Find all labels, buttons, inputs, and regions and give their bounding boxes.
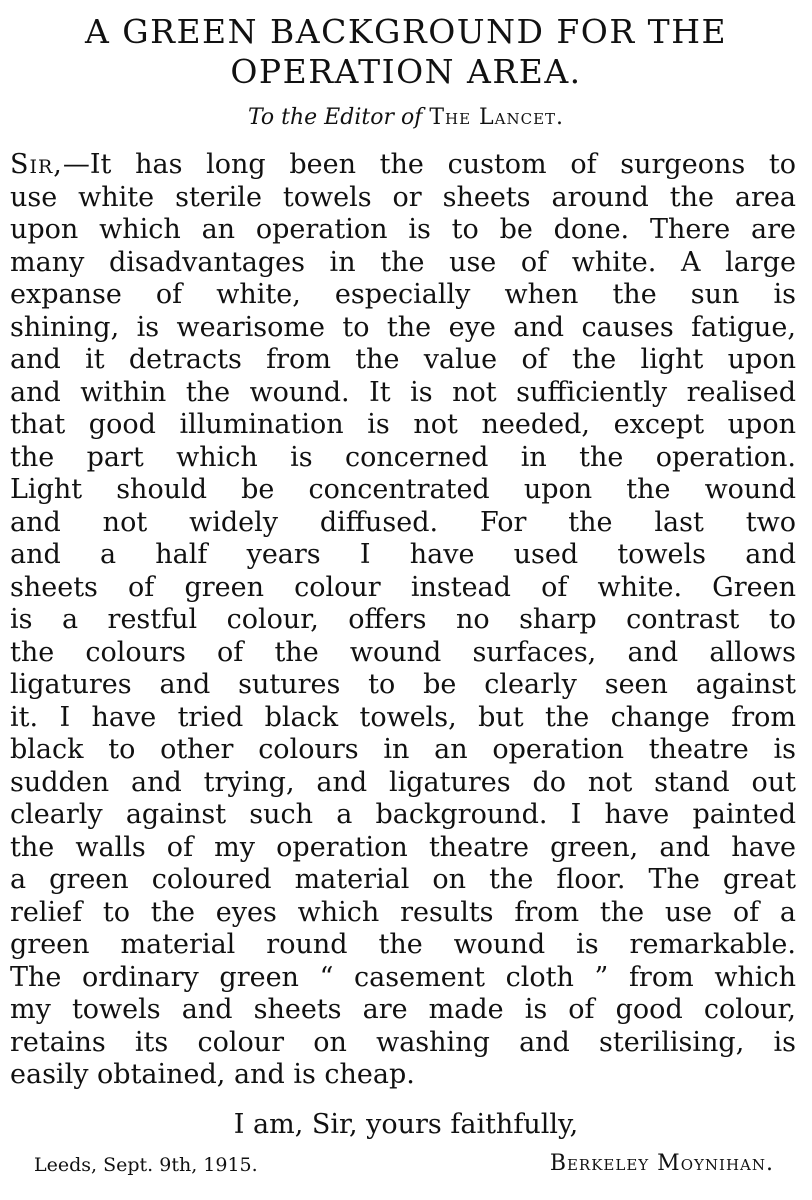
journal-name: The Lancet. [429, 105, 565, 130]
salutation: Sir, [10, 149, 63, 180]
body-line: that good illumination is not needed, except upon [10, 409, 796, 440]
signature: Berkeley Moynihan. [549, 1151, 774, 1176]
body-line: Light should be concentrated upon the wound [10, 474, 796, 505]
body-line: Sir,—It has long been the custom of surgeons to [10, 149, 796, 180]
body-line: it. I have tried black towels, but the change from [10, 701, 796, 733]
body-line: relief to the eyes which results from the use of a [10, 896, 796, 928]
body-line: the colours of the wound surfaces, and allows [10, 636, 796, 668]
body-line: my towels and sheets are made is of good colour, [10, 994, 796, 1025]
body-line: upon which an operation is to be done. There are [10, 214, 796, 245]
editor-line [0, 104, 812, 132]
body-line: and it detracts from the value of the light upon [10, 344, 796, 375]
body-line: shining, is wearisome to the eye and causes fatigue, [10, 311, 796, 343]
body-line: sheets of green colour instead of white. Green [10, 571, 796, 603]
body-line: and a half years I have used towels and [10, 539, 796, 570]
title-line-1: A GREEN BACKGROUND FOR THE [84, 12, 728, 51]
body-line: green material round the wound is remarkable. [10, 929, 796, 960]
body-line: ligatures and sutures to be clearly seen against [10, 669, 796, 700]
body-line: and within the wound. It is not sufficiently realised [10, 376, 796, 408]
body-line: the walls of my operation theatre green, and have [10, 831, 796, 863]
body-line: retains its colour on washing and sterilising, is [10, 1026, 796, 1058]
body-line: black to other colours in an operation theatre is [10, 734, 796, 765]
body-line: sudden and trying, and ligatures do not stand out [10, 766, 796, 798]
body-line: expanse of white, especially when the sun is [10, 279, 796, 310]
body-line: The ordinary green “ casement cloth ” from which [10, 961, 796, 993]
body-line: the part which is concerned in the operation. [10, 441, 796, 473]
body-line: many disadvantages in the use of white. A large [10, 246, 796, 278]
body-line: a green coloured material on the floor. The great [10, 864, 796, 895]
editor-prefix: To the Editor of [247, 105, 423, 130]
place-date: Leeds, Sept. 9th, 1915. [34, 1154, 258, 1176]
letter-body [10, 149, 796, 1092]
title-line-2: OPERATION AREA. [230, 52, 582, 91]
closing-line: I am, Sir, yours faithfully, [233, 1109, 579, 1140]
body-line: and not widely diffused. For the last two [10, 506, 796, 538]
body-line: easily obtained, and is cheap. [10, 1059, 415, 1090]
body-line: clearly against such a background. I have painted [10, 799, 796, 830]
body-line: is a restful colour, offers no sharp contrast to [10, 604, 796, 635]
body-line: use white sterile towels or sheets around the area [10, 181, 796, 213]
